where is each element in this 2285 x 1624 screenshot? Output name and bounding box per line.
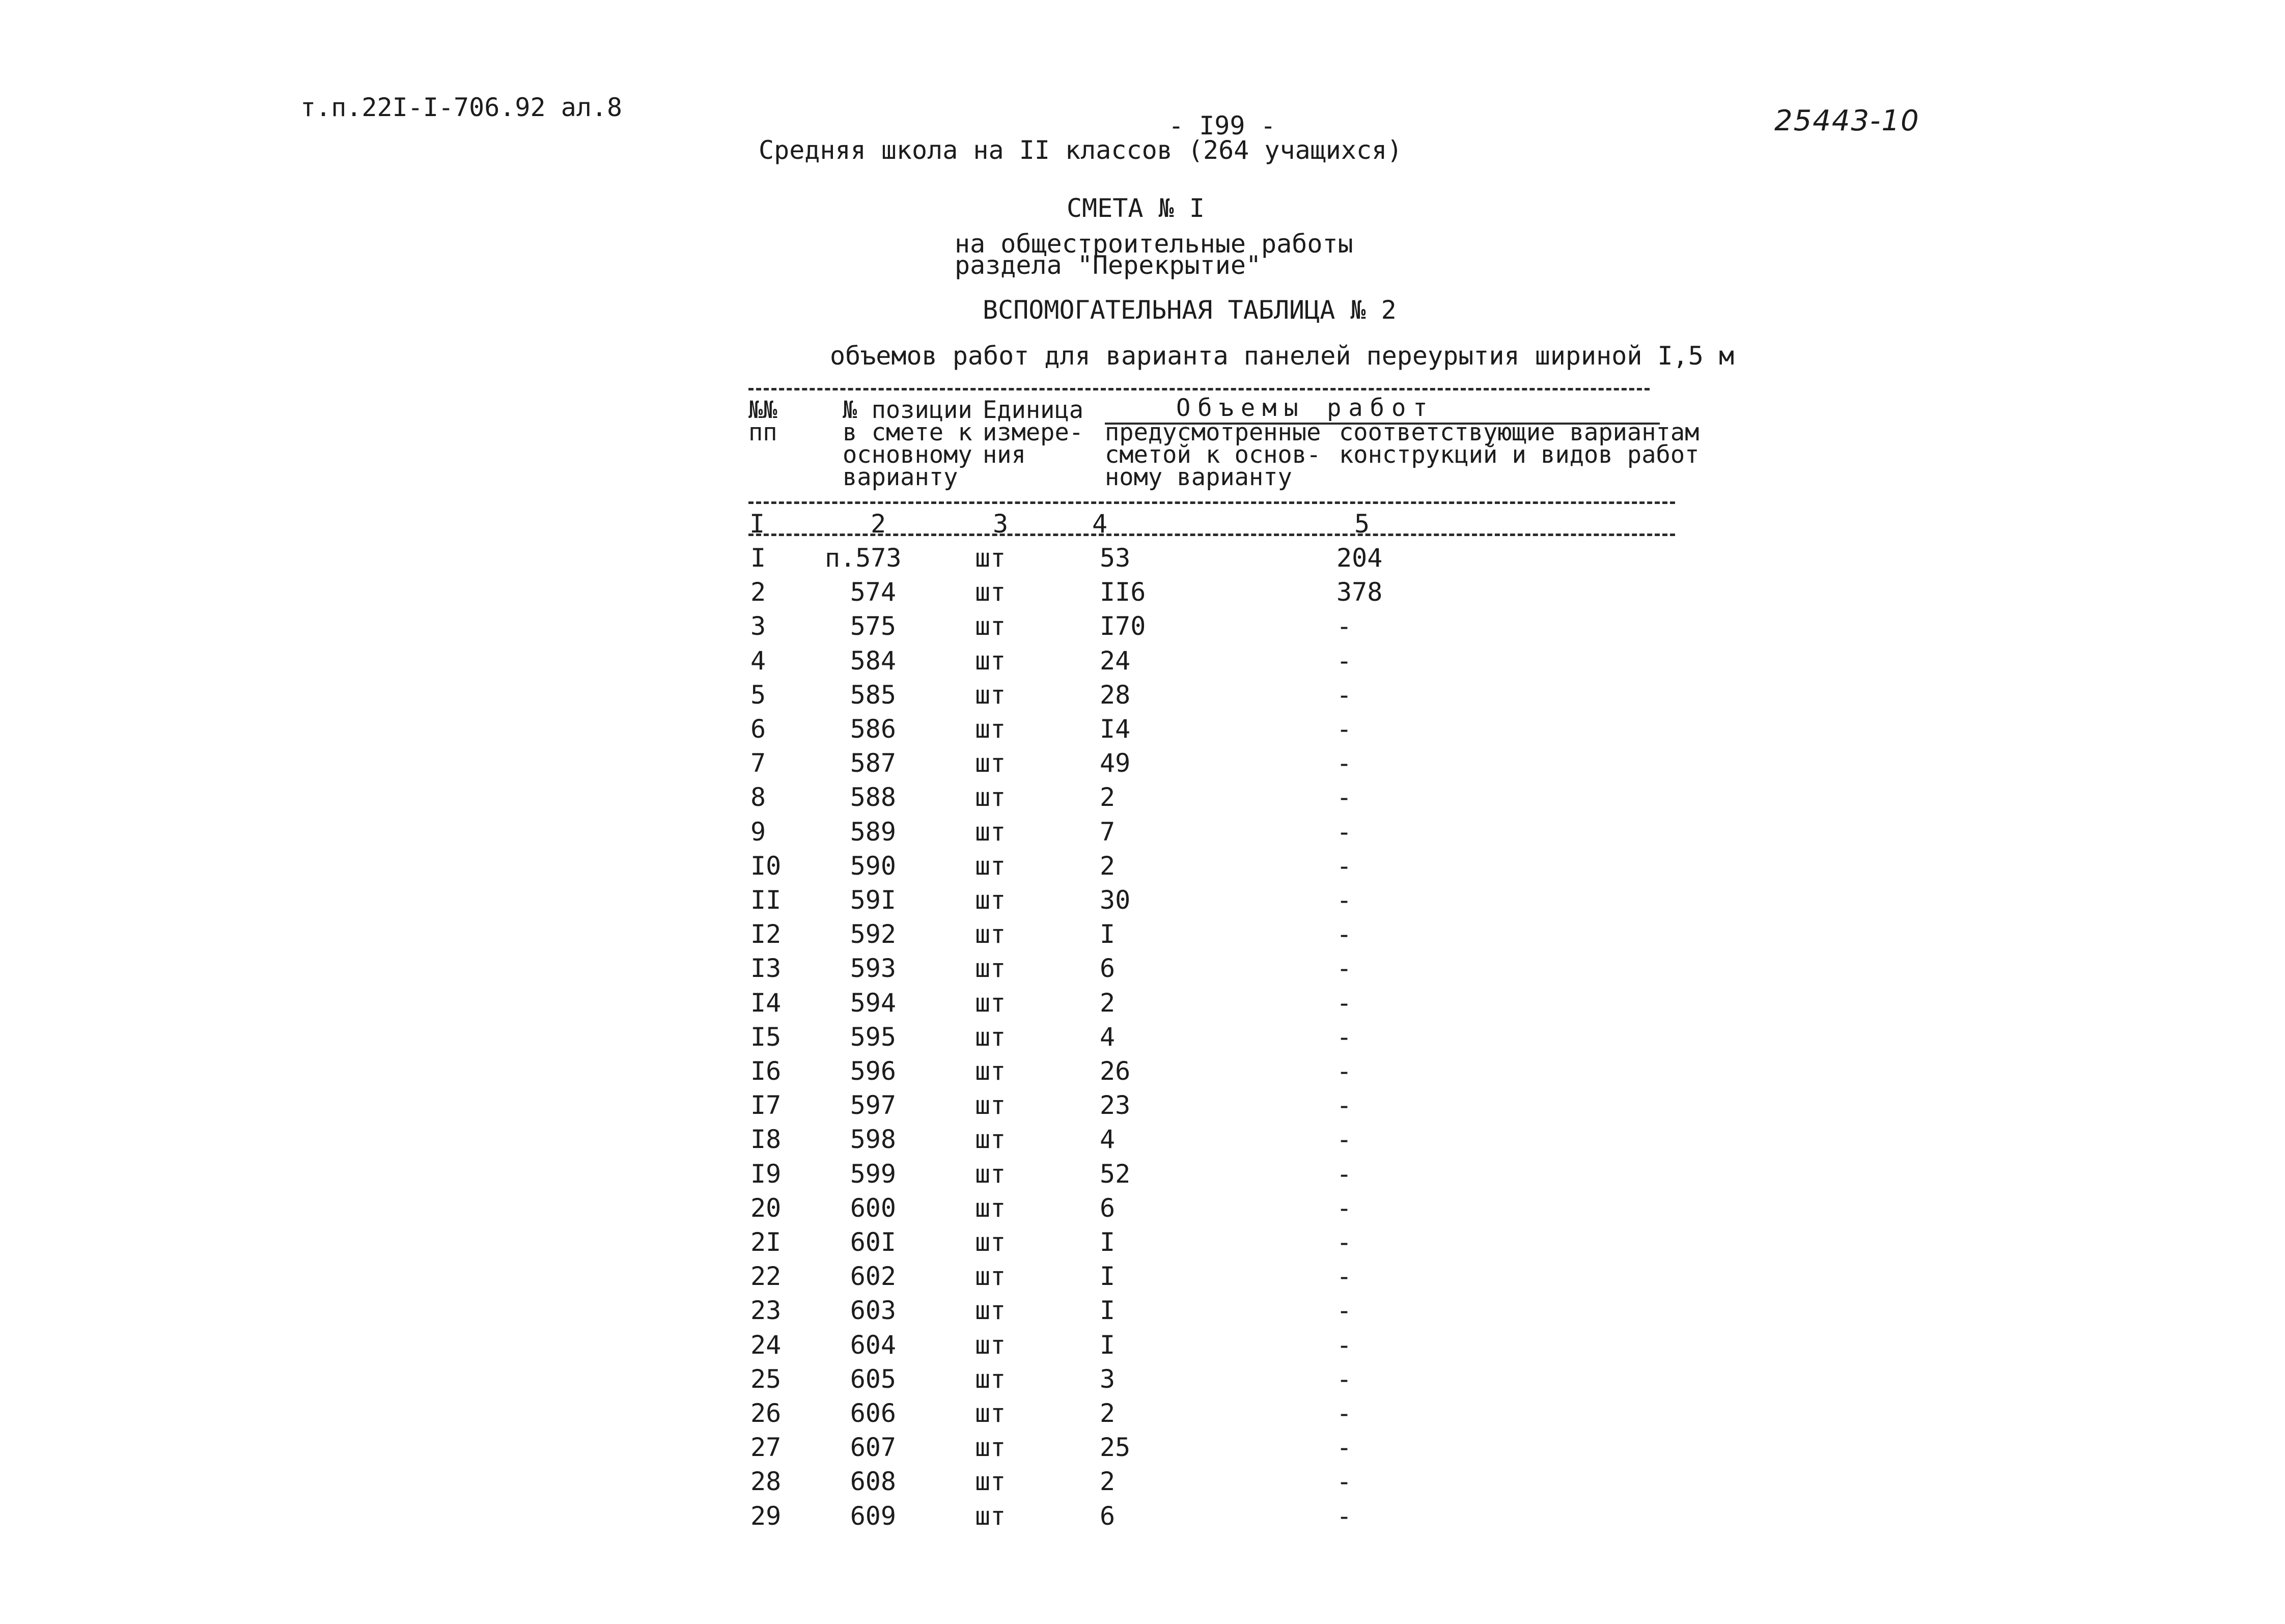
table-description: объемов работ для варианта панелей переурытия шириной I,5 м (830, 341, 1735, 371)
header-col3-line1: Единица (983, 396, 1084, 424)
row-number: 23 (750, 1296, 782, 1325)
table-row (0, 851, 2285, 885)
table-row (0, 954, 2285, 988)
column-number-rule (748, 534, 1675, 536)
row-unit: шт (975, 782, 1006, 812)
row-number: 2I (750, 1227, 782, 1257)
header-col5 (1339, 418, 1699, 469)
row-number: 9 (750, 817, 766, 847)
row-position: 60I (850, 1227, 896, 1257)
row-variant-volume: - (1336, 1056, 1352, 1086)
row-unit: шт (975, 919, 1006, 949)
row-variant-volume: - (1336, 817, 1352, 847)
row-base-volume: I (1100, 1296, 1116, 1325)
row-number: I7 (750, 1090, 782, 1120)
row-base-volume: 24 (1100, 646, 1131, 676)
row-unit: шт (975, 1330, 1006, 1360)
table-row (0, 1125, 2285, 1159)
row-number: 3 (750, 611, 766, 641)
row-base-volume: 7 (1100, 817, 1116, 847)
row-number: 5 (750, 680, 766, 710)
row-unit: шт (975, 1022, 1006, 1052)
row-base-volume: I (1100, 1262, 1116, 1291)
row-unit: шт (975, 646, 1006, 676)
row-base-volume: 49 (1100, 748, 1131, 778)
row-number: 8 (750, 782, 766, 812)
header-col1 (748, 396, 777, 446)
table-row (0, 1398, 2285, 1433)
header-col4-line1: предусмотренные (1105, 418, 1321, 446)
row-base-volume: 4 (1100, 1022, 1116, 1052)
row-position: 585 (850, 680, 896, 710)
table-row (0, 919, 2285, 954)
row-unit: шт (975, 817, 1006, 847)
row-variant-volume: - (1336, 885, 1352, 915)
header-col4-line2: сметой к основ- (1105, 441, 1321, 469)
row-unit: шт (975, 1433, 1006, 1462)
row-position: 602 (850, 1262, 896, 1291)
header-col4-line3: ному варианту (1105, 463, 1292, 491)
row-position: 584 (850, 646, 896, 676)
row-base-volume: I (1100, 919, 1116, 949)
row-unit: шт (975, 1364, 1006, 1394)
table-row (0, 1330, 2285, 1364)
row-position: 605 (850, 1364, 896, 1394)
row-base-volume: 3 (1100, 1364, 1116, 1394)
row-position: 603 (850, 1296, 896, 1325)
table-row (0, 1227, 2285, 1262)
row-unit: шт (975, 1467, 1006, 1496)
row-unit: шт (975, 1501, 1006, 1531)
row-variant-volume: - (1336, 851, 1352, 881)
column-number-3: 3 (993, 509, 1009, 539)
table-row (0, 1501, 2285, 1535)
row-position: 597 (850, 1090, 896, 1120)
header-col2 (843, 396, 972, 491)
document-code: т.п.22I-I-706.92 ал.8 (300, 93, 623, 122)
row-position: 588 (850, 782, 896, 812)
row-unit: шт (975, 543, 1006, 573)
row-unit: шт (975, 1125, 1006, 1154)
row-number: 28 (750, 1467, 782, 1496)
row-number: 6 (750, 714, 766, 744)
header-col2-line4: варианту (843, 463, 958, 491)
table-row (0, 1056, 2285, 1090)
document-subtitle: Средняя школа на II классов (264 учащихся) (759, 135, 1403, 165)
row-position: 596 (850, 1056, 896, 1086)
page-number: - I99 - (1168, 111, 1276, 141)
row-base-volume: 25 (1100, 1433, 1131, 1462)
table-row (0, 714, 2285, 748)
row-number: I4 (750, 988, 782, 1018)
row-unit: шт (975, 1296, 1006, 1325)
table-row (0, 782, 2285, 817)
smeta-description-line-2: раздела "Перекрытие" (955, 250, 1262, 280)
row-position: 574 (850, 577, 896, 607)
row-variant-volume: - (1336, 1227, 1352, 1257)
row-variant-volume: - (1336, 1262, 1352, 1291)
row-base-volume: I4 (1100, 714, 1131, 744)
row-base-volume: 4 (1100, 1125, 1116, 1154)
row-number: I2 (750, 919, 782, 949)
table-row (0, 1159, 2285, 1193)
row-unit: шт (975, 680, 1006, 710)
row-variant-volume: - (1336, 1330, 1352, 1360)
row-variant-volume: 204 (1336, 543, 1383, 573)
row-variant-volume: - (1336, 988, 1352, 1018)
table-row (0, 988, 2285, 1022)
table-row (0, 1364, 2285, 1398)
row-position: 608 (850, 1467, 896, 1496)
table-top-rule (748, 388, 1650, 390)
header-col5-line2: конструкций и видов работ (1339, 441, 1699, 469)
smeta-description-line-1: на общестроительные работы (955, 229, 1353, 259)
row-unit: шт (975, 851, 1006, 881)
row-unit: шт (975, 988, 1006, 1018)
row-number: I9 (750, 1159, 782, 1189)
row-variant-volume: - (1336, 1159, 1352, 1189)
table-row (0, 748, 2285, 782)
row-variant-volume: - (1336, 1398, 1352, 1428)
row-variant-volume: - (1336, 1296, 1352, 1325)
row-position: 606 (850, 1398, 896, 1428)
row-variant-volume: - (1336, 919, 1352, 949)
row-variant-volume: - (1336, 714, 1352, 744)
row-number: 7 (750, 748, 766, 778)
row-base-volume: I70 (1100, 611, 1146, 641)
row-variant-volume: - (1336, 748, 1352, 778)
row-variant-volume: - (1336, 1193, 1352, 1223)
table-row (0, 1467, 2285, 1501)
row-base-volume: II6 (1100, 577, 1146, 607)
row-unit: шт (975, 1398, 1006, 1428)
row-number: 2 (750, 577, 766, 607)
archive-stamp: 25443-10 (1774, 104, 1920, 137)
row-number: 20 (750, 1193, 782, 1223)
header-col5-line1: соответствующие вариантам (1339, 418, 1699, 446)
row-unit: шт (975, 1090, 1006, 1120)
table-row (0, 1433, 2285, 1467)
row-base-volume: 2 (1100, 782, 1116, 812)
row-unit: шт (975, 748, 1006, 778)
table-row (0, 1090, 2285, 1125)
row-unit: шт (975, 885, 1006, 915)
smeta-title: СМЕТА № I (1067, 193, 1205, 223)
header-col1-line2: пп (748, 418, 777, 446)
row-unit: шт (975, 1193, 1006, 1223)
header-col3-line2: измере- (983, 418, 1084, 446)
table-row (0, 646, 2285, 680)
row-number: 4 (750, 646, 766, 676)
row-unit: шт (975, 1056, 1006, 1086)
row-variant-volume: - (1336, 1090, 1352, 1120)
column-number-4: 4 (1092, 509, 1108, 539)
row-position: 604 (850, 1330, 896, 1360)
row-variant-volume: - (1336, 1125, 1352, 1154)
row-position: 600 (850, 1193, 896, 1223)
row-number: I8 (750, 1125, 782, 1154)
row-unit: шт (975, 611, 1006, 641)
header-col2-line1: № позиции (843, 396, 972, 424)
row-position: 592 (850, 919, 896, 949)
row-variant-volume: - (1336, 1433, 1352, 1462)
row-base-volume: I (1100, 1227, 1116, 1257)
row-position: 587 (850, 748, 896, 778)
row-base-volume: 6 (1100, 1193, 1116, 1223)
table-row (0, 611, 2285, 646)
row-unit: шт (975, 1227, 1006, 1257)
row-number: I3 (750, 954, 782, 983)
column-number-2: 2 (871, 509, 886, 539)
row-number: 24 (750, 1330, 782, 1360)
row-base-volume: 6 (1100, 954, 1116, 983)
table-row (0, 680, 2285, 714)
row-number: 26 (750, 1398, 782, 1428)
row-variant-volume: - (1336, 782, 1352, 812)
row-variant-volume: - (1336, 1022, 1352, 1052)
row-unit: шт (975, 577, 1006, 607)
row-base-volume: 6 (1100, 1501, 1116, 1531)
row-number: I5 (750, 1022, 782, 1052)
table-row (0, 817, 2285, 851)
header-col3 (983, 396, 1084, 469)
row-number: 27 (750, 1433, 782, 1462)
row-base-volume: 2 (1100, 1398, 1116, 1428)
table-row (0, 1193, 2285, 1227)
row-number: I0 (750, 851, 782, 881)
row-base-volume: 2 (1100, 988, 1116, 1018)
table-row (0, 1296, 2285, 1330)
row-position: 598 (850, 1125, 896, 1154)
header-group-volumes: Объемы работ (1176, 394, 1435, 422)
row-variant-volume: 378 (1336, 577, 1383, 607)
header-bottom-rule (748, 501, 1675, 504)
column-number-1: I (749, 509, 765, 539)
row-number: 29 (750, 1501, 782, 1531)
row-position: 609 (850, 1501, 896, 1531)
header-col3-line3: ния (983, 441, 1026, 469)
row-position: 590 (850, 851, 896, 881)
row-position: 589 (850, 817, 896, 847)
table-row (0, 1262, 2285, 1296)
table-row (0, 543, 2285, 577)
row-base-volume: 30 (1100, 885, 1131, 915)
row-variant-volume: - (1336, 1467, 1352, 1496)
row-variant-volume: - (1336, 954, 1352, 983)
header-col2-line3: основному (843, 441, 972, 469)
row-base-volume: 52 (1100, 1159, 1131, 1189)
row-base-volume: 2 (1100, 1467, 1116, 1496)
row-base-volume: 2 (1100, 851, 1116, 881)
row-variant-volume: - (1336, 611, 1352, 641)
row-position: 575 (850, 611, 896, 641)
row-position: 599 (850, 1159, 896, 1189)
row-variant-volume: - (1336, 1364, 1352, 1394)
row-position: 59I (850, 885, 896, 915)
row-variant-volume: - (1336, 680, 1352, 710)
row-position: п.573 (825, 543, 902, 573)
row-base-volume: 26 (1100, 1056, 1131, 1086)
row-base-volume: 23 (1100, 1090, 1131, 1120)
row-position: 586 (850, 714, 896, 744)
header-col2-line2: в смете к (843, 418, 972, 446)
column-number-5: 5 (1354, 509, 1370, 539)
table-title: ВСПОМОГАТЕЛЬНАЯ ТАБЛИЦА № 2 (983, 295, 1397, 325)
row-number: I (750, 543, 766, 573)
row-base-volume: I (1100, 1330, 1116, 1360)
row-variant-volume: - (1336, 646, 1352, 676)
header-col1-line1: №№ (748, 396, 777, 424)
row-position: 595 (850, 1022, 896, 1052)
row-unit: шт (975, 714, 1006, 744)
row-number: 25 (750, 1364, 782, 1394)
table-row (0, 885, 2285, 919)
row-number: I6 (750, 1056, 782, 1086)
row-variant-volume: - (1336, 1501, 1352, 1531)
row-number: II (750, 885, 782, 915)
row-base-volume: 28 (1100, 680, 1131, 710)
row-position: 594 (850, 988, 896, 1018)
row-position: 593 (850, 954, 896, 983)
table-row (0, 577, 2285, 611)
row-base-volume: 53 (1100, 543, 1131, 573)
header-col4 (1105, 418, 1321, 491)
row-unit: шт (975, 1159, 1006, 1189)
row-number: 22 (750, 1262, 782, 1291)
row-position: 607 (850, 1433, 896, 1462)
table-row (0, 1022, 2285, 1056)
row-unit: шт (975, 954, 1006, 983)
row-unit: шт (975, 1262, 1006, 1291)
